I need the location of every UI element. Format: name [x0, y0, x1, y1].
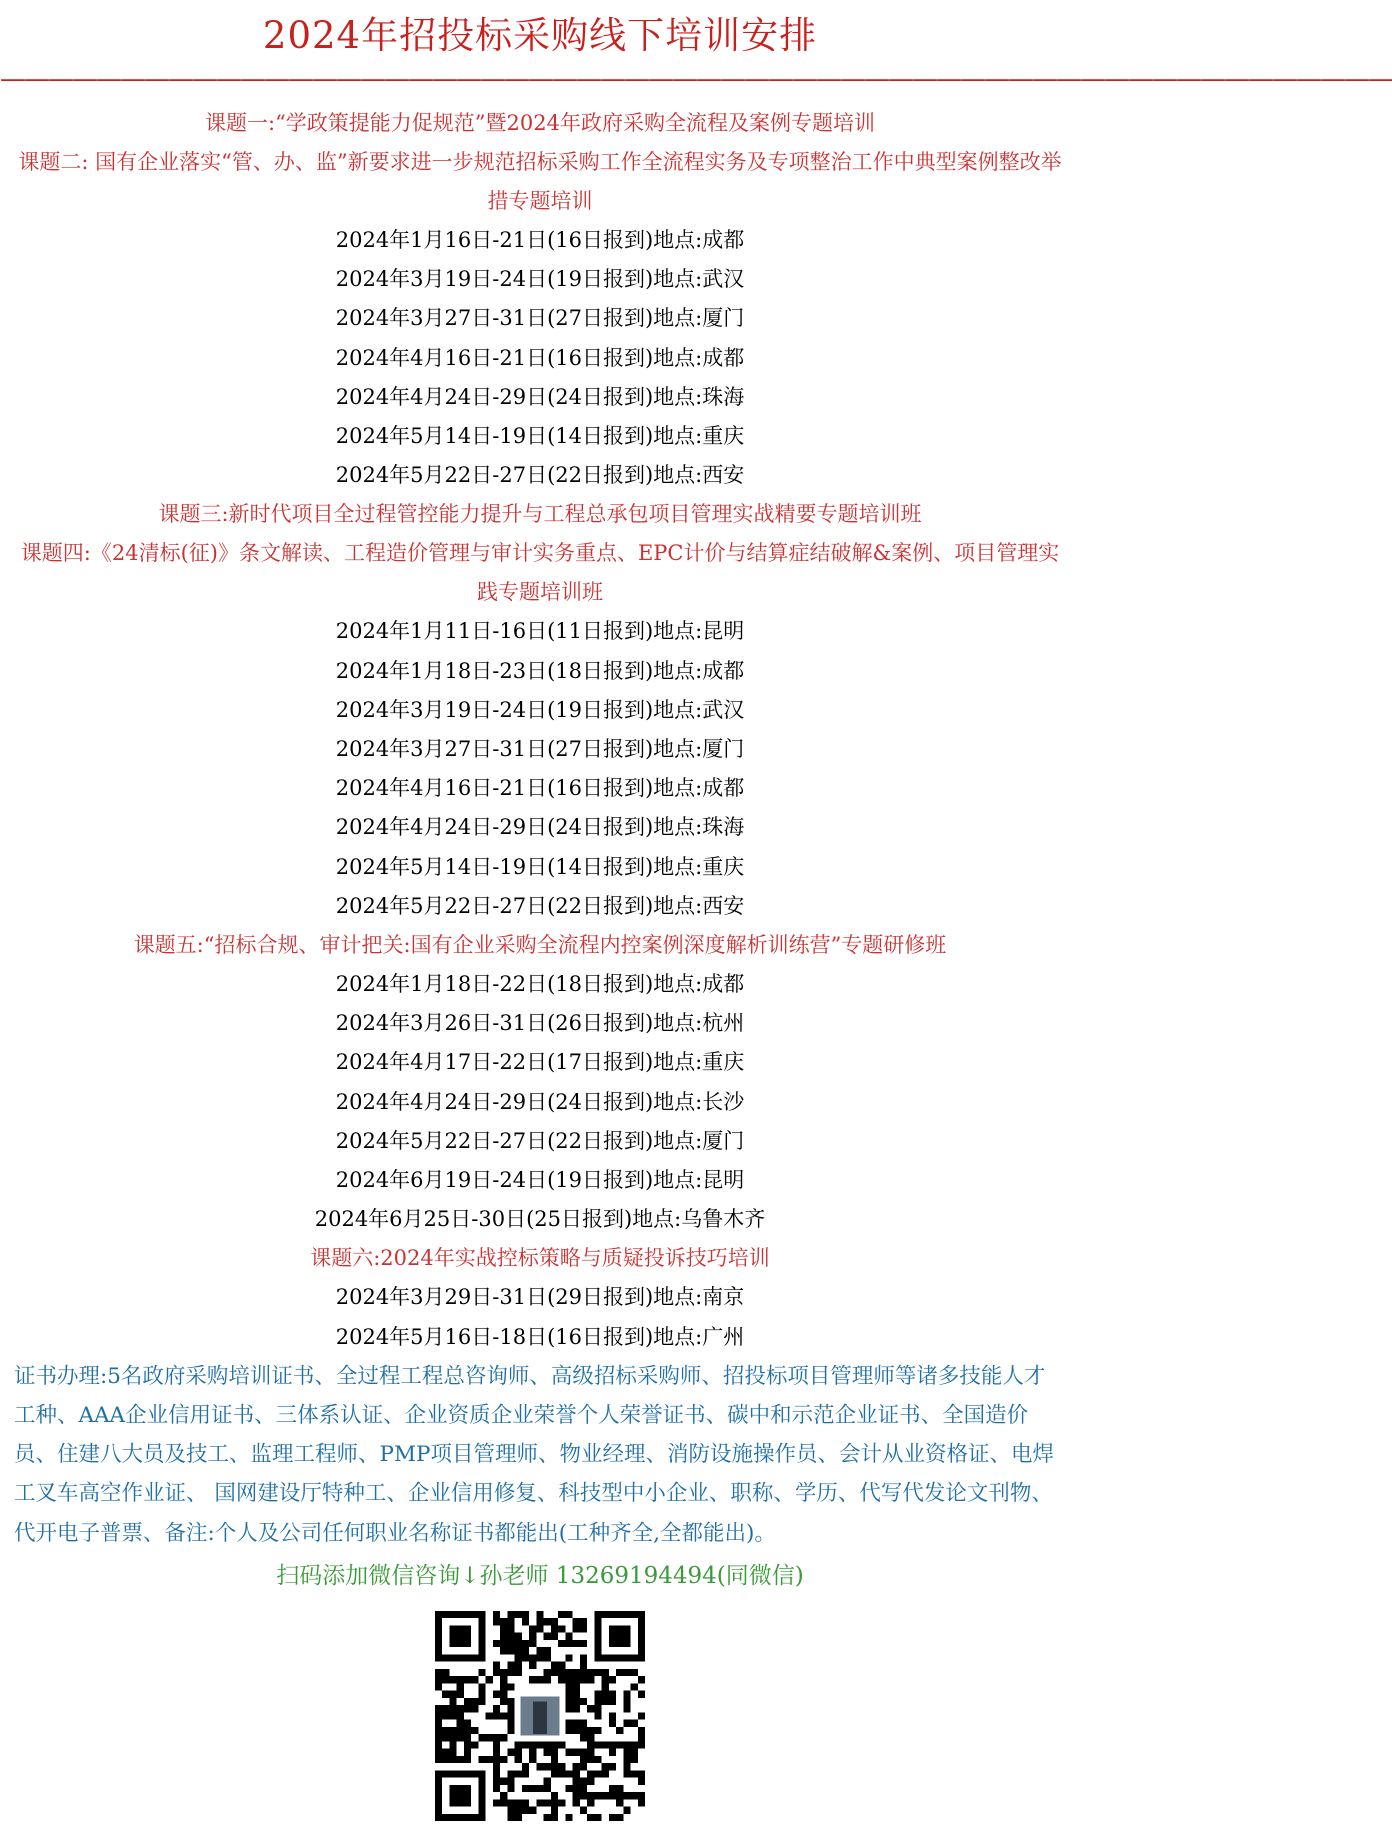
- schedule-row: 2024年4月24日-29日(24日报到)地点:长沙: [335, 1089, 745, 1114]
- schedule-row: 2024年6月25日-30日(25日报到)地点:乌鲁木齐: [314, 1207, 766, 1232]
- schedule-row: 2024年5月14日-19日(14日报到)地点:重庆: [335, 854, 745, 879]
- schedule-row: 2024年3月26日-31日(26日报到)地点:杭州: [335, 1011, 745, 1036]
- topic-heading: 课题三:新时代项目全过程管控能力提升与工程总承包项目管理实战精要专题培训班: [158, 502, 922, 527]
- topic-heading: 课题六:2024年实战控标策略与质疑投诉技巧培训: [310, 1246, 770, 1271]
- qr-code-container: [0, 1611, 1080, 1821]
- schedule-list: [0, 104, 1080, 1357]
- contact-line: 扫码添加微信咨询↓孙老师 13269194494(同微信): [276, 1562, 804, 1589]
- schedule-row: 2024年1月18日-22日(18日报到)地点:成都: [335, 972, 745, 997]
- schedule-row: 2024年1月11日-16日(11日报到)地点:昆明: [335, 619, 745, 644]
- schedule-row: 2024年6月19日-24日(19日报到)地点:昆明: [335, 1168, 745, 1193]
- topic-heading: 课题二: 国有企业落实“管、办、监”新要求进一步规范招标采购工作全流程实务及专项整治工作中典型案例整改举措专题培训: [18, 150, 1062, 213]
- schedule-row: 2024年5月16日-18日(16日报到)地点:广州: [335, 1324, 745, 1349]
- schedule-row: 2024年3月19日-24日(19日报到)地点:武汉: [335, 267, 745, 292]
- title-divider: ——————————————————————————————————————————————————————————: [0, 64, 1392, 94]
- schedule-row: 2024年5月22日-27日(22日报到)地点:西安: [335, 893, 745, 918]
- schedule-row: 2024年3月27日-31日(27日报到)地点:厦门: [335, 737, 745, 762]
- topic-heading: 课题一:“学政策提能力促规范”暨2024年政府采购全流程及案例专题培训: [205, 111, 875, 135]
- schedule-row: 2024年5月14日-19日(14日报到)地点:重庆: [335, 424, 745, 449]
- qr-code-icon[interactable]: [435, 1611, 645, 1821]
- schedule-row: 2024年4月24日-29日(24日报到)地点:珠海: [335, 815, 745, 840]
- schedule-row: 2024年5月22日-27日(22日报到)地点:厦门: [335, 1128, 745, 1153]
- topic-heading: 课题四:《24清标(征)》条文解读、工程造价管理与审计实务重点、EPC计价与结算症结破解&案例、项目管理实践专题培训班: [20, 541, 1060, 605]
- schedule-row: 2024年5月22日-27日(22日报到)地点:西安: [335, 463, 745, 488]
- schedule-row: 2024年3月29日-31日(29日报到)地点:南京: [335, 1285, 745, 1310]
- schedule-row: 2024年1月18日-23日(18日报到)地点:成都: [335, 658, 745, 683]
- schedule-row: 2024年4月16日-21日(16日报到)地点:成都: [335, 345, 745, 370]
- schedule-row: 2024年3月19日-24日(19日报到)地点:武汉: [335, 697, 745, 722]
- schedule-row: 2024年4月24日-29日(24日报到)地点:珠海: [335, 384, 745, 409]
- schedule-row: 2024年1月16日-21日(16日报到)地点:成都: [335, 228, 745, 252]
- schedule-row: 2024年4月17日-22日(17日报到)地点:重庆: [335, 1050, 745, 1075]
- schedule-row: 2024年4月16日-21日(16日报到)地点:成都: [335, 776, 745, 801]
- page-title: 2024年招投标采购线下培训安排: [262, 14, 818, 57]
- certificate-info: 证书办理:5名政府采购培训证书、全过程工程总咨询师、高级招标采购师、招投标项目管理师等诸多技能人才工种、AAA企业信用证书、三体系认证、企业资质企业荣誉个人荣誉证书、碳中和示范企业证书、全国造价员、住建八大员及技工、监理工程师、PMP项目管理师、物业经理、消防设施操作员、会计从业资格证、电焊工叉车高空作业证、 国网建设厅特种工、企业信用修复、科技型中小企业、职称、学历、代写代发论文刊物、代开电子普票、备注:个人及公司任何职业名称证书都能出(工种齐全,全都能出)。: [14, 1363, 1054, 1546]
- schedule-row: 2024年3月27日-31日(27日报到)地点:厦门: [335, 306, 745, 331]
- topic-heading: 课题五:“招标合规、审计把关:国有企业采购全流程内控案例深度解析训练营”专题研修班: [133, 933, 947, 958]
